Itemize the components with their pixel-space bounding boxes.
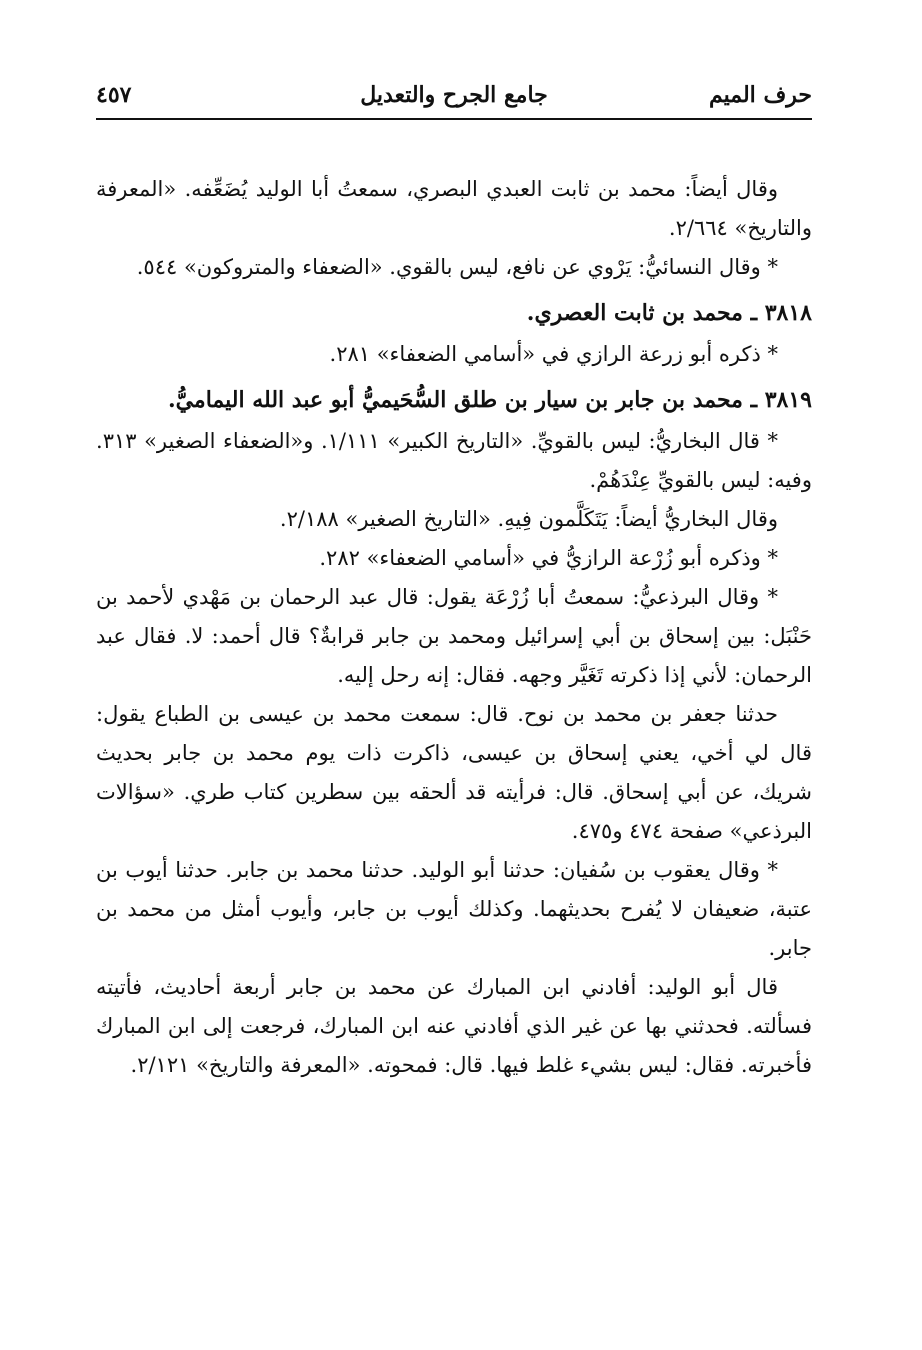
page-body: [96, 120, 812, 1085]
paragraph: * قال البخاريُّ: ليس بالقويِّ. «التاريخ الكبير» ١/١١١. و«الضعفاء الصغير» ٣١٣. وفيه: ليس بالقويِّ عِنْدَهُمْ.: [96, 429, 812, 492]
chapter-heading: حرف الميم: [708, 82, 812, 108]
paragraph: * وقال البرذعيُّ: سمعتُ أبا زُرْعَة يقول: قال عبد الرحمان بن مَهْدي لأحمد بن حَنْبَل: بين إسحاق بن أبي إسرائيل ومحمد بن جابر قرابةٌ؟ قال أحمد: لا. فقال عبد الرحمان: لأني إذا ذكرته تَغَيَّر وجهه. فقال: إنه رحل إليه.: [96, 585, 812, 687]
paragraph: قال أبو الوليد: أفادني ابن المبارك عن محمد بن جابر أربعة أحاديث، فأتيته فسألته. فحدثني بها عن غير الذي أفادني عنه ابن المبارك، فرجعت إلى ابن المبارك فأخبرته. فقال: ليس بشيء غلط فيها. قال: فمحوته. «المعرفة والتاريخ» ٢/١٢١.: [96, 975, 812, 1077]
paragraph: * وقال يعقوب بن سُفيان: حدثنا أبو الوليد. حدثنا محمد بن جابر. حدثنا أيوب بن عتبة، ضعيفان لا يُفرح بحديثهما. وكذلك أيوب بن جابر، وأيوب أمثل من محمد بن جابر.: [96, 858, 812, 960]
paragraph: * وقال النسائيُّ: يَرْوي عن نافع، ليس بالقوي. «الضعفاء والمتروكون» ٥٤٤.: [136, 255, 778, 279]
paragraph: حدثنا جعفر بن محمد بن نوح. قال: سمعت محمد بن عيسى بن الطباع يقول: قال لي أخي، يعني إسحاق بن عيسى، ذاكرت ذات يوم محمد بن جابر بحديث شريك، عن أبي إسحاق. قال: فرأيته قد ألحقه بين سطرين كتاب طري. «سؤالات البرذعي» صفحة ٤٧٤ و٤٧٥.: [96, 702, 812, 843]
paragraph: * ذكره أبو زرعة الرازي في «أسامي الضعفاء» ٢٨١.: [329, 342, 778, 366]
page-number: ٤٥٧: [96, 82, 132, 108]
paragraph: وقال أيضاً: محمد بن ثابت العبدي البصري، سمعتُ أبا الوليد يُضَعِّفه. «المعرفة والتاريخ» ٢/٦٦٤.: [96, 177, 812, 240]
book-title: جامع الجرح والتعديل: [360, 82, 548, 108]
paragraph: وقال البخاريُّ أيضاً: يَتَكَلَّمون فِيهِ. «التاريخ الصغير» ٢/١٨٨.: [279, 507, 778, 531]
entry-title: ٣٨١٩ ـ محمد بن جابر بن سيار بن طلق السُّحَيميُّ أبو عبد الله اليماميُّ.: [167, 387, 812, 413]
paragraph: * وذكره أبو زُرْعة الرازيُّ في «أسامي الضعفاء» ٢٨٢.: [319, 546, 778, 570]
entry-title: ٣٨١٨ ـ محمد بن ثابت العصري.: [526, 300, 812, 326]
document-page: [96, 78, 812, 1085]
page-header: [96, 78, 812, 120]
